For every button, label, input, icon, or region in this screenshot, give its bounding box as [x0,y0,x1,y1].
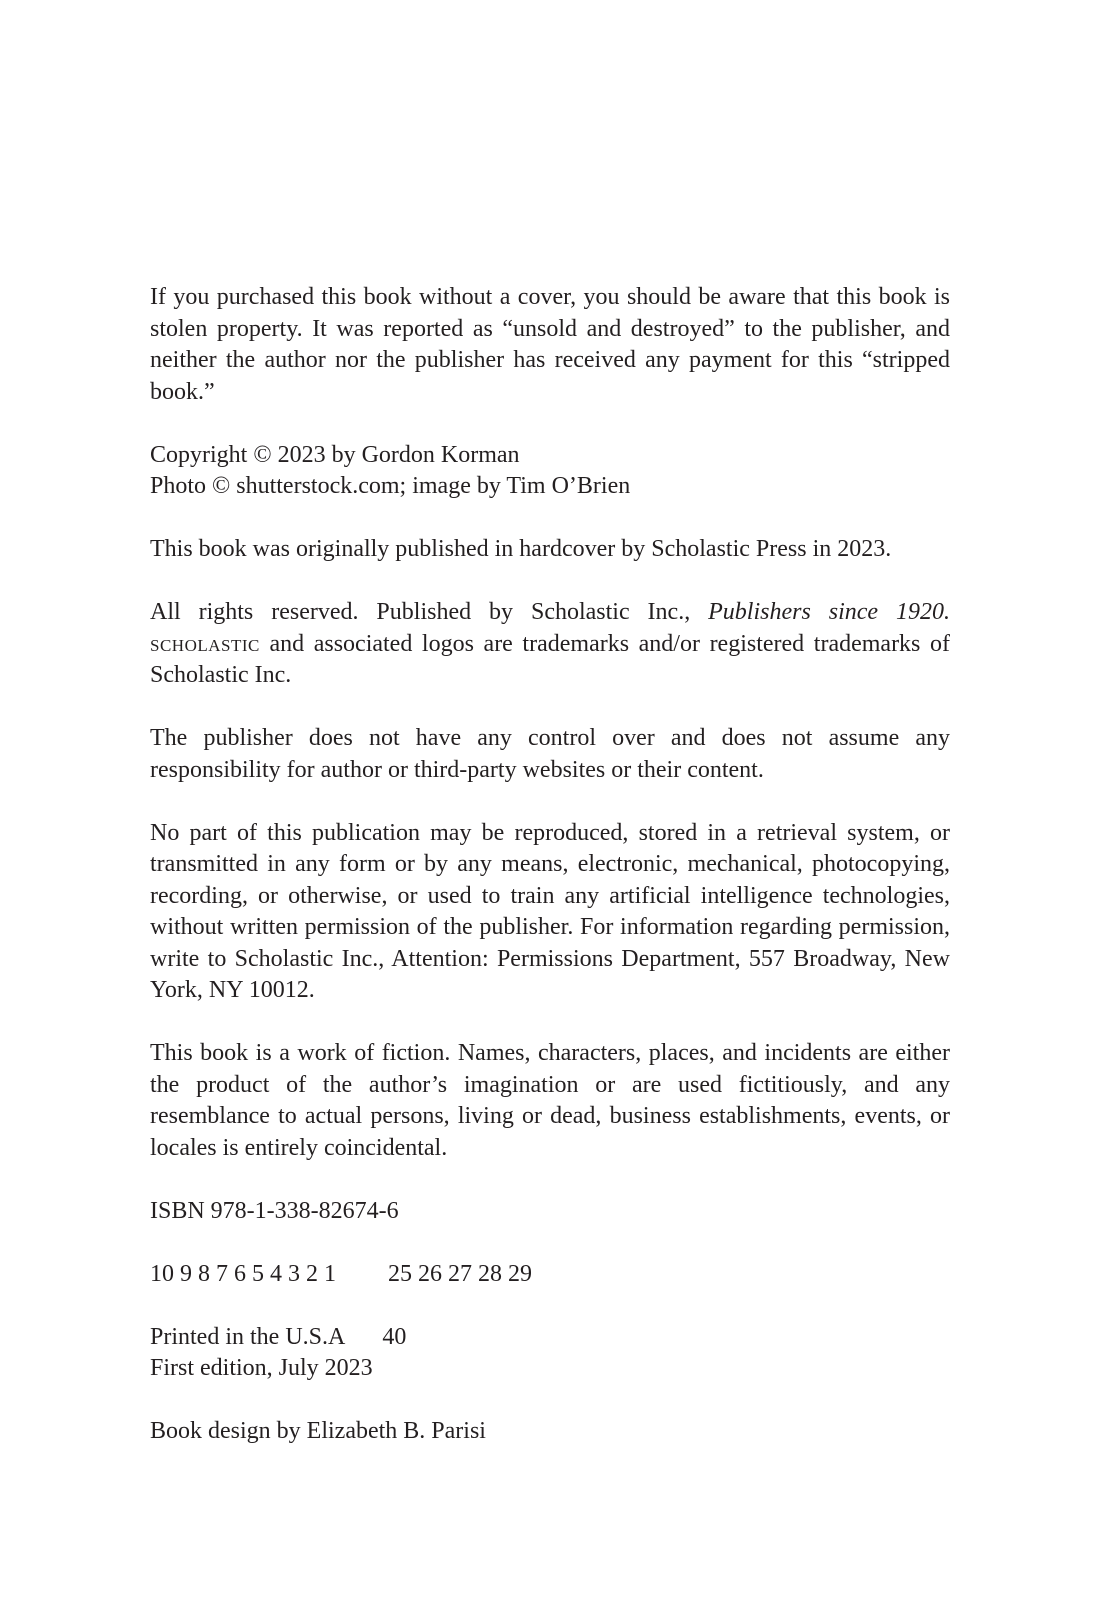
print-line [150,1259,950,1291]
trademark-text: and associated logos are trademarks and/or registered trademarks of Scholastic Inc. [150,630,950,688]
rights-reserved-notice [150,597,950,692]
original-publication-note: This book was originally published in hardcover by Scholastic Press in 2023. [150,536,892,562]
publishers-since-text: Publishers since 1920. [708,599,950,625]
printer-number: 40 [382,1323,407,1350]
reproduction-notice: No part of this publication may be reproduced, stored in a retrieval system, or transmitted in any form or by any means, electronic, mechanical, photocopying, recording, or otherwise, or used to train any artificial intelligence technologies, without written permission of the publisher. For information regarding permission, write to Scholastic Inc., Attention: Permissions Department, 557 Broadway, New York, NY 10012. [150,819,950,1003]
year-numbers: 25 26 27 28 29 [388,1260,532,1287]
fiction-disclaimer: This book is a work of fiction. Names, characters, places, and incidents are either the product of the author’s imagination or are used fictitiously, and any resemblance to actual persons, living or dead, business establishments, events, or locales is entirely coincidental. [150,1040,950,1161]
responsibility-disclaimer: The publisher does not have any control over and does not assume any responsibility for author or third-party websites or their content. [150,725,950,783]
rights-lead-text: All rights reserved. Published by Scholastic Inc., [150,599,709,625]
printed-in-line [150,1322,950,1354]
printed-country: Printed in the U.S.A [150,1323,346,1350]
photo-credit-line: Photo © shutterstock.com; image by Tim O’Brien [150,473,631,499]
credits-block [150,440,950,503]
copyright-line: Copyright © 2023 by Gordon Korman [150,441,520,468]
book-design-credit: Book design by Elizabeth B. Parisi [150,1418,486,1444]
isbn-line: ISBN 978-1-338-82674-6 [150,1197,399,1224]
edition-line: First edition, July 2023 [150,1355,373,1381]
scholastic-trademark-word: scholastic [150,630,260,657]
impression-numbers: 10 9 8 7 6 5 4 3 2 1 [150,1260,336,1287]
copyright-page [150,282,950,1479]
printing-info [150,1322,950,1385]
stripped-book-notice: If you purchased this book without a cover, you should be aware that this book is stolen property. It was reported as “unsold and destroyed” to the publisher, and neither the author nor the publisher has received any payment for this “stripped book.” [150,284,950,405]
